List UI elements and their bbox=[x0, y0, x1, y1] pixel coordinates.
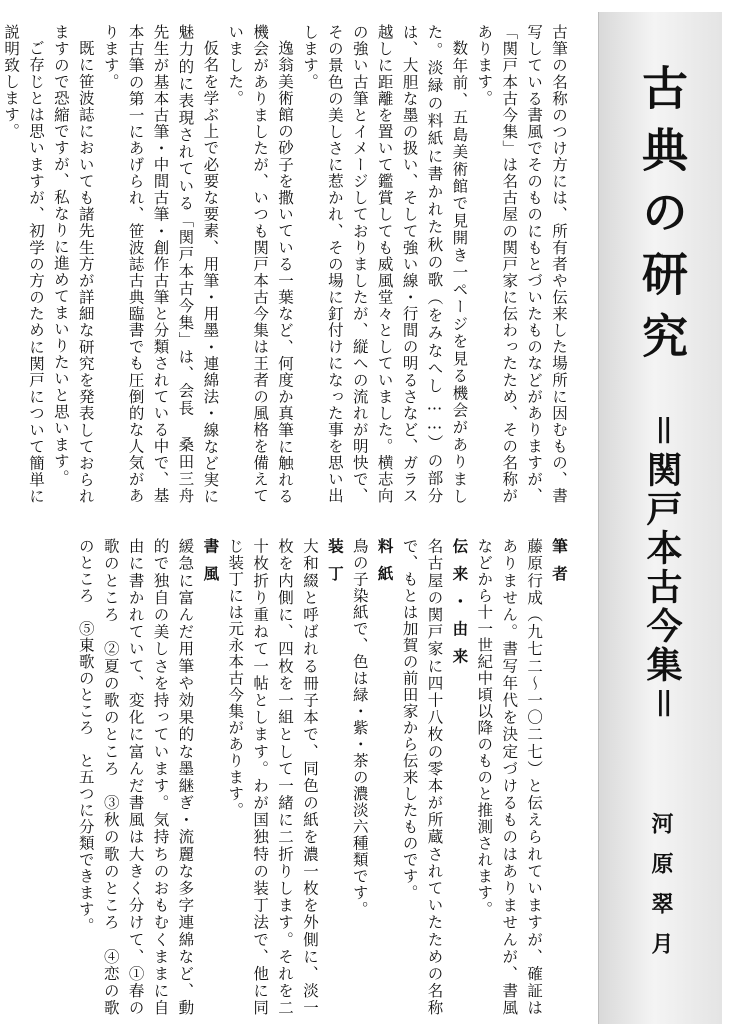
paragraph: 数年前、五島美術館で見開き一ページを見る機会がありました。淡緑の料紙に書かれた秋の歌（をみなへし……）の部分は、大胆な墨の扱い、そして強い線・行間の明るさなど、ガラス越しに距離を置いて鑑賞しても威風堂々としていました。横志向の強い古筆とイメージしておりましたが、縦への流れが明快で、その景色の美しさに惹かれ、その場に釘付けになった事を思い出します。 bbox=[300, 24, 469, 504]
section-body: 緩急に富んだ用筆や効果的な墨継ぎ・流麗な多字連綿など、動的で独自の美しさを持っています。気持ちのおもむくままに自由に書かれていて、変化に富んだ書風は大きく分けて、①春の歌のところ ②夏の歌のところ ③秋の歌のところ ④恋の歌のところ ⑤東歌のところ と五つに分類できます。 bbox=[76, 538, 195, 1016]
section-heading: 伝来・由来 bbox=[450, 538, 469, 676]
section-body: 藤原行成（九七二〜一〇二七）と伝えられていますが、確証はありません。書写年代を決定づけるものはありませんが、書風などから十一世紀中頃以降のものと推測されます。 bbox=[475, 538, 544, 1016]
main-title: 古典の研究 bbox=[635, 64, 689, 374]
section-body: 名古屋の関戸家に四十八枚の零本が所蔵されていたための名称で、もとは加賀の前田家から伝来したものです。 bbox=[400, 538, 444, 1016]
paragraph: 仮名を学ぶ上で必要な要素、用筆・用墨・連綿法・線など実に魅力的に表現されている「関戸本古今集」は、会長 桑田三舟先生が基本古筆・中間古筆・創作古筆と分類されている中で、基本古筆の第一にあげられ、笹波誌古典臨書でも圧倒的な人気があります。 bbox=[101, 24, 220, 504]
author-name: 河原翠月 bbox=[648, 812, 674, 972]
section-heading: 装丁 bbox=[325, 538, 344, 593]
paragraph: 逸翁美術館の砂子を撒いている一葉など、何度か真筆に触れる機会がありましたが、いつも関戸本古今集は王者の風格を備えていました。 bbox=[226, 24, 295, 504]
paragraph: ご存じとは思いますが、初学の方のために関戸について簡単に説明致します。 bbox=[2, 24, 45, 504]
section-heading: 筆者 bbox=[550, 538, 568, 593]
paragraph: 古筆の名称のつけ方には、所有者や伝来した場所に因むもの、書写している書風でそのものにもとづいたものなどがありますが、「関戸本古今集」は名古屋の関戸家に伝わったため、その名称があります。 bbox=[475, 24, 568, 504]
paragraph: 既に笹波誌においても諸先生方が詳細な研究を発表しておられますので恐縮ですが、私なりに進めてまいりたいと思います。 bbox=[51, 24, 95, 504]
section-heading: 書風 bbox=[201, 538, 220, 593]
sub-title: ＝関戸本古今集＝ bbox=[641, 412, 683, 724]
section-body: 大和綴と呼ばれる冊子本で、同色の紙を濃一枚を外側に、淡一枚を内側に、四枚を一組として一緒に二折りします。それを二十枚折り重ねて一帖とします。わが国独特の装丁法で、他に同じ装丁には元永本古今集があります。 bbox=[226, 538, 319, 1016]
section-body: 鳥の子染紙で、色は緑・紫・茶の濃淡六種類です。 bbox=[350, 538, 369, 918]
intro-text bbox=[2, 24, 571, 504]
details-text bbox=[36, 538, 571, 1016]
section-heading: 料紙 bbox=[375, 538, 394, 593]
